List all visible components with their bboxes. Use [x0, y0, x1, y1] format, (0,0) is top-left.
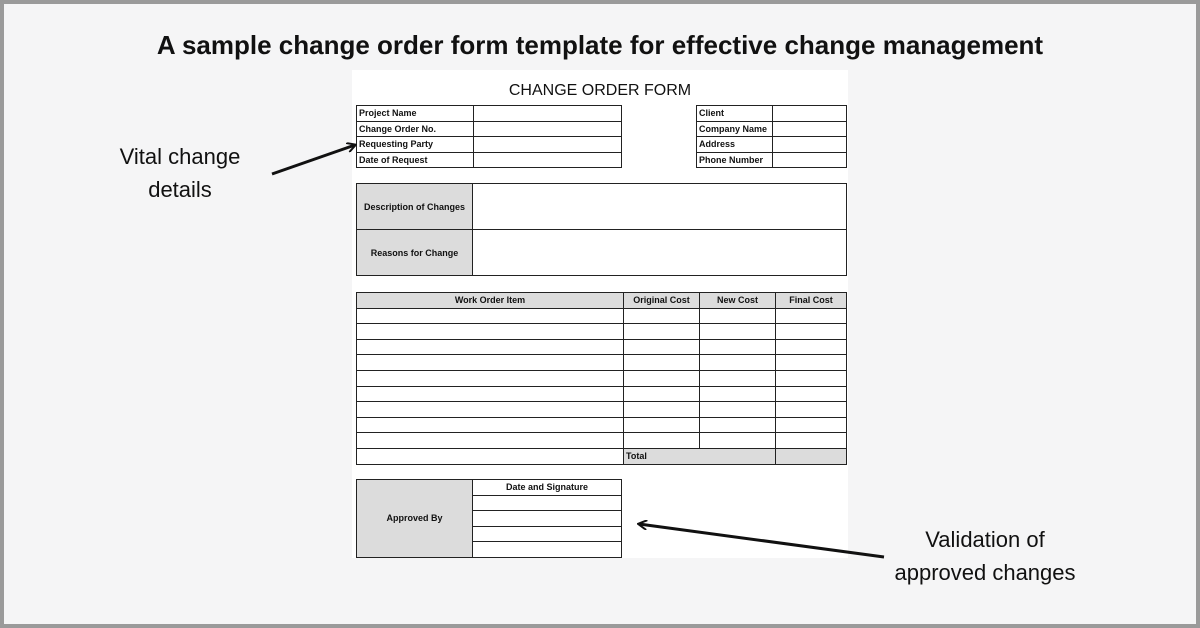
field-label: Phone Number: [697, 152, 773, 168]
total-label: Total: [624, 448, 776, 464]
field-label: Address: [697, 137, 773, 153]
field-label: Requesting Party: [357, 137, 474, 153]
annotation-line: Vital change: [119, 144, 241, 169]
approved-by-label: Approved By: [357, 480, 473, 558]
reasons-label: Reasons for Change: [357, 230, 473, 276]
date-signature-header: Date and Signature: [473, 480, 622, 496]
field-label: Project Name: [357, 106, 474, 122]
column-header: Final Cost: [776, 293, 847, 309]
column-header: Original Cost: [624, 293, 700, 309]
field-label: Company Name: [697, 121, 773, 137]
column-header: Work Order Item: [357, 293, 624, 309]
annotation-line: details: [148, 177, 212, 202]
arrow-to-approval: [639, 524, 884, 557]
annotation-line: approved changes: [894, 560, 1076, 585]
arrow-to-details: [272, 145, 355, 174]
description-label: Description of Changes: [357, 184, 473, 230]
field-label: Client: [697, 106, 773, 122]
form-title: CHANGE ORDER FORM: [508, 82, 692, 99]
column-header: New Cost: [700, 293, 776, 309]
annotation-line: Validation of: [925, 527, 1045, 552]
field-label: Change Order No.: [357, 121, 474, 137]
headline: A sample change order form template for effective change management: [156, 30, 1044, 60]
field-label: Date of Request: [357, 152, 474, 168]
